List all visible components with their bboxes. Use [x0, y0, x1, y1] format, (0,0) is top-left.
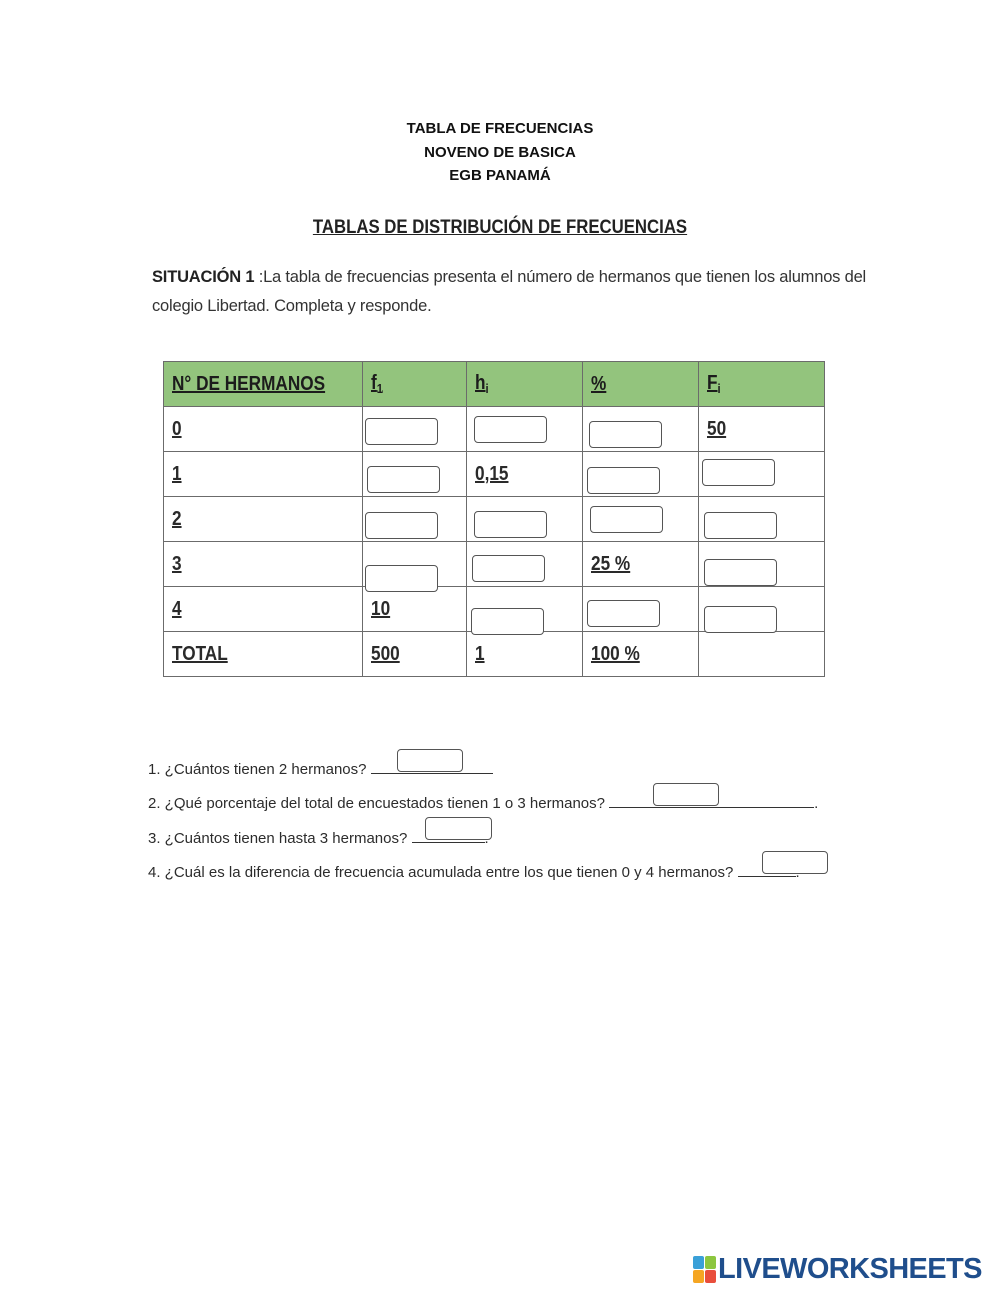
answer-box-question-2[interactable] — [653, 783, 719, 806]
table-row: 3 25 % — [164, 542, 825, 587]
header-line-2: NOVENO DE BASICA — [424, 143, 576, 161]
logo-text: LIVEWORKSHEETS — [718, 1252, 982, 1285]
answer-box-hi-row3[interactable] — [472, 555, 545, 582]
answer-box-question-4[interactable] — [762, 851, 828, 874]
header-cell: $F_i$ — [699, 362, 825, 407]
answer-box-hi-row0[interactable] — [474, 416, 547, 443]
answer-box-Fi-row2[interactable] — [704, 512, 777, 539]
answer-box-pct-row1[interactable] — [587, 467, 660, 494]
answer-box-question-1[interactable] — [397, 749, 463, 772]
header-line-3: EGB PANAMÁ — [449, 167, 551, 184]
answer-box-hi-row2[interactable] — [474, 511, 547, 538]
table-row: 0 50 — [164, 407, 825, 452]
answer-box-Fi-row1[interactable] — [702, 459, 775, 486]
table-row: 2 — [164, 497, 825, 542]
question-4: 4. ¿Cuál es la diferencia de frecuencia acumulada entre los que tienen 0 y 4 hermanos? — [148, 862, 800, 881]
answer-box-Fi-row3[interactable] — [704, 559, 777, 586]
answer-box-f1-row1[interactable] — [367, 466, 440, 493]
answer-box-pct-row2[interactable] — [590, 506, 663, 533]
document-header — [0, 117, 1000, 188]
liveworksheets-logo-icon — [693, 1256, 715, 1282]
situation-text: :La tabla de frecuencias presenta el número de hermanos que tienen los alumnos del colegio Libertad. Completa y responde. — [152, 268, 867, 315]
header-line-1: TABLA DE FRECUENCIAS — [406, 120, 594, 137]
answer-box-question-3[interactable] — [425, 817, 492, 840]
answer-box-hi-row4[interactable] — [471, 608, 544, 635]
main-title: TABLAS DE DISTRIBUCIÓN DE FRECUENCIAS — [312, 216, 688, 238]
table-row: 1 0,15 — [164, 452, 825, 497]
question-2: 2. ¿Qué porcentaje del total de encuestados tienen 1 o 3 hermanos? . — [148, 795, 819, 812]
question-1: 1. ¿Cuántos tienen 2 hermanos? — [148, 759, 493, 778]
liveworksheets-logo — [693, 1252, 982, 1286]
table-row: 4 10 — [164, 587, 825, 632]
answer-box-f1-row0[interactable] — [365, 418, 438, 445]
table-row-total: TOTAL 500 1 100 % — [164, 632, 825, 677]
table-header-row — [164, 362, 825, 407]
answer-box-Fi-row4[interactable] — [704, 606, 777, 633]
situation-paragraph — [152, 263, 872, 321]
header-cell: N° DE HERMANOS — [164, 362, 363, 407]
header-cell: $f_1$ — [363, 362, 467, 407]
answer-box-f1-row3[interactable] — [365, 565, 438, 592]
answer-box-pct-row4[interactable] — [587, 600, 660, 627]
question-3: 3. ¿Cuántos tienen hasta 3 hermanos? — [148, 828, 489, 847]
header-cell: $h_i$ — [467, 362, 583, 407]
answer-box-pct-row0[interactable] — [589, 421, 662, 448]
situation-label: SITUACIÓN 1 — [152, 268, 255, 286]
header-cell: % — [583, 362, 699, 407]
answer-box-f1-row2[interactable] — [365, 512, 438, 539]
